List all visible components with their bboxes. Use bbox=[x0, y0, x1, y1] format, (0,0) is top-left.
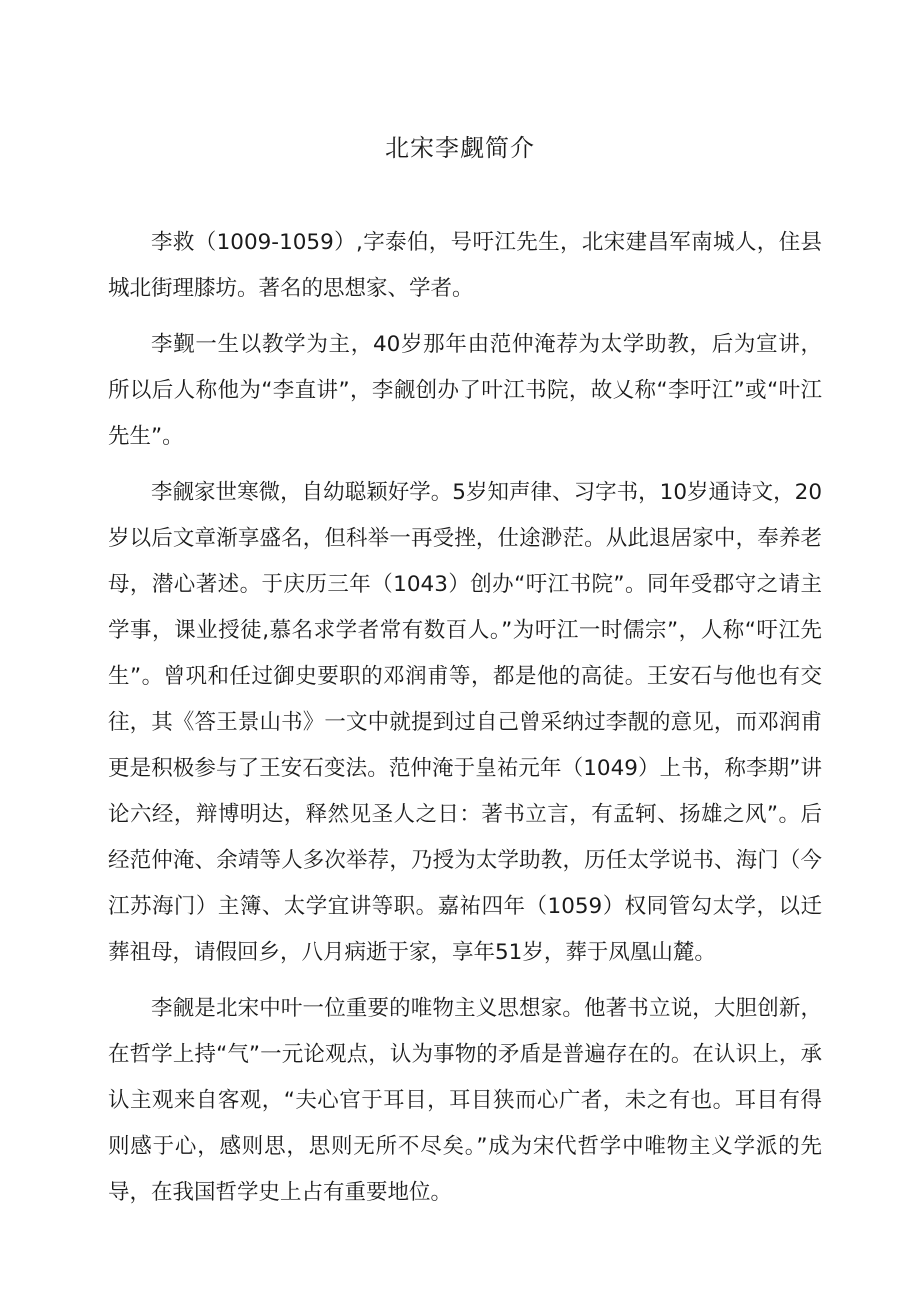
document-body bbox=[108, 220, 822, 1226]
paragraph-intro: 李救（1009-1059）,字泰伯，号吁江先生，北宋建昌军南城人，住县城北街理膝坊。著名的思想家、学者。 bbox=[108, 230, 822, 301]
paragraph-philosophy: 李觎是北宋中叶一位重要的唯物主义思想家。他著书立说，大胆创新，在哲学上持“气”一元论观点，认为事物的矛盾是普遍存在的。在认识上，承认主观来自客观，“夫心官于耳目，耳目狭而心广者，未之有也。耳目有得则感于心，感则思，思则无所不尽矣。”成为宋代哲学中唯物主义学派的先导，在我国哲学史上占有重要地位。 bbox=[108, 996, 822, 1205]
paragraph-biography: 李觎家世寒微，自幼聪颖好学。5岁知声律、习字书，10岁通诗文，20岁以后文章渐享盛名，但科举一再受挫，仕途渺茫。从此退居家中，奉养老母，潜心著述。于庆历三年（1043）创办“吁江书院”。同年受郡守之请主学事，课业授徒,慕名求学者常有数百人。”为吁江一时儒宗”，人称“吁江先生”。曾巩和任过御史要职的邓润甫等，都是他的高徒。王安石与他也有交往，其《答王景山书》一文中就提到过自己曾采纳过李靓的意见，而邓润甫更是积极参与了王安石变法。范仲淹于皇祐元年（1049）上书，称李期”讲论六经，辩博明达，释然见圣人之日：著书立言，有孟轲、扬雄之风”。后经范仲淹、余靖等人多次举荐，乃授为太学助教，历任太学说书、海门（今江苏海门）主簿、太学宜讲等职。嘉祐四年（1059）权同管勾太学，以迁葬祖母，请假回乡，八月病逝于家，享年51岁，葬于凤凰山麓。 bbox=[108, 480, 822, 965]
paragraph-teaching: 李觐一生以教学为主，40岁那年由范仲淹荐为太学助教，后为宣讲，所以后人称他为“李直讲”，李觎创办了叶江书院，故乂称“李吁江”或“叶江先生”。 bbox=[108, 332, 822, 449]
document-title: 北宋李觑简介 bbox=[385, 134, 535, 162]
